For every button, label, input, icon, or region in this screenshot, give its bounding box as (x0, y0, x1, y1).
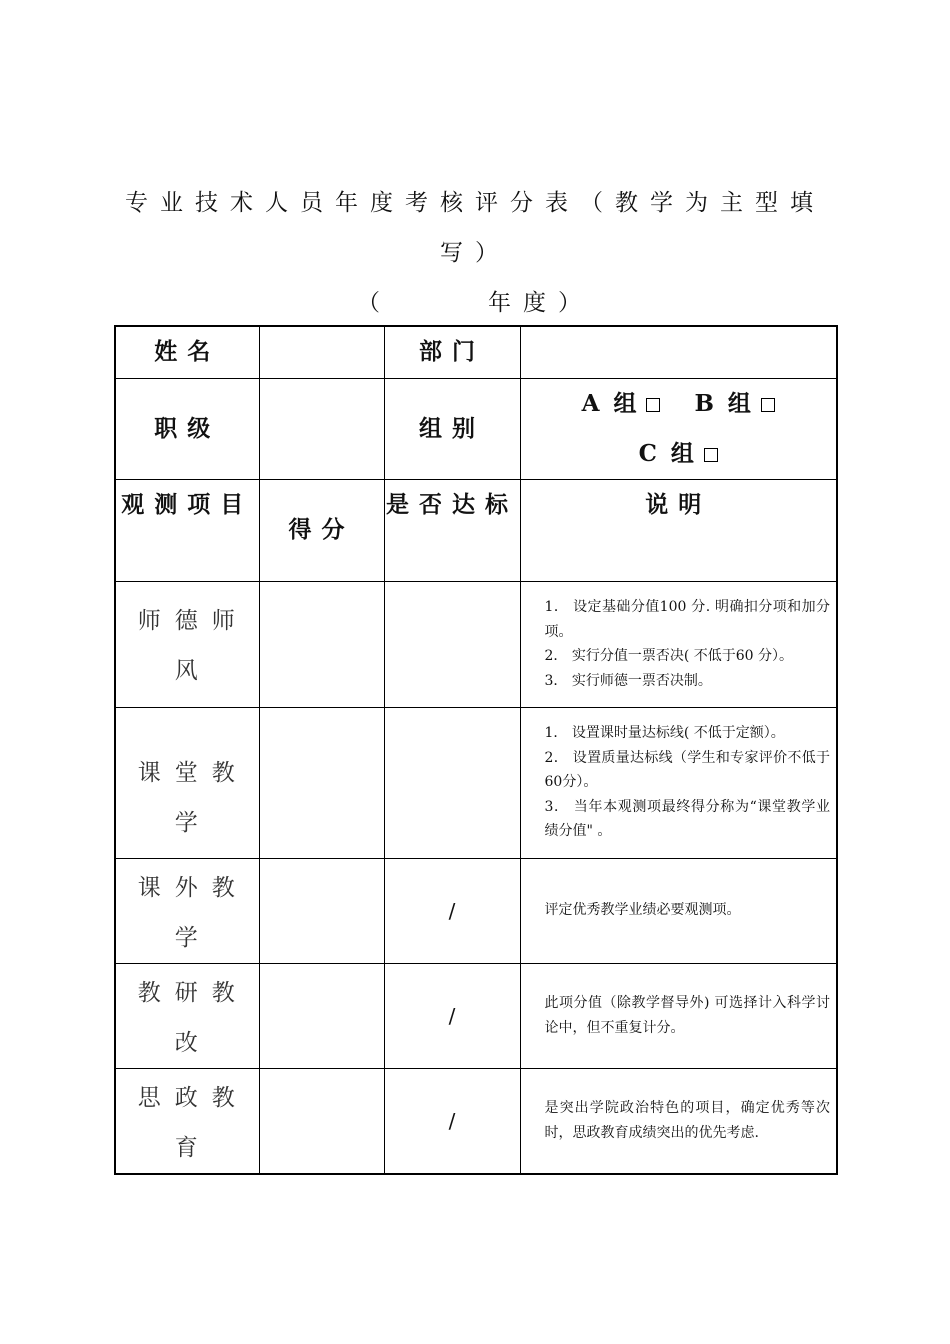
checkbox-icon[interactable] (704, 448, 718, 462)
group-c-text: 组 (670, 440, 694, 467)
note-line: 1． 设定基础分值100 分. 明确扣分项和加分项。 (544, 599, 830, 640)
table-row (115, 707, 837, 858)
form-year-line (0, 284, 950, 317)
score-field[interactable] (259, 581, 384, 707)
rank-field[interactable] (259, 378, 384, 479)
name-dept-row (115, 326, 837, 378)
group-b-text: 组 (727, 390, 751, 417)
group-b-letter: B (694, 389, 714, 417)
group-options (520, 378, 837, 479)
dept-label: 部门 (384, 326, 520, 378)
pass-field[interactable] (384, 581, 520, 707)
header-score: 得分 (259, 479, 384, 581)
note-line: 此项分值（除教学督导外) 可选择计入科学讨论中，但不重复计分。 (544, 995, 830, 1036)
score-field[interactable] (259, 858, 384, 963)
name-label: 姓名 (115, 326, 259, 378)
rank-group-row (115, 378, 837, 479)
note-line: 是突出学院政治特色的项目，确定优秀等次时，思政教育成绩突出的优先考虑. (544, 1100, 830, 1141)
evaluation-table (114, 325, 838, 1175)
pass-field[interactable]: / (384, 963, 520, 1068)
note-line: 3． 实行师德一票否决制。 (544, 672, 712, 689)
table-row (115, 963, 837, 1068)
dept-field[interactable] (520, 326, 837, 378)
row-note (520, 1068, 837, 1174)
group-option-c[interactable] (639, 429, 718, 479)
pass-field[interactable] (384, 707, 520, 858)
year-label: 年度） (488, 290, 593, 316)
form-title-line-2: 写） (440, 240, 510, 266)
score-field[interactable] (259, 1068, 384, 1174)
row-note (520, 581, 837, 707)
note-line: 1． 设置课时量达标线( 不低于定额）。 (544, 725, 785, 742)
note-line: 2． 设置质量达标线（学生和专家评价不低于60分）。 (544, 749, 830, 791)
pass-field[interactable]: / (384, 1068, 520, 1174)
form-title-line-1: 专业技术人员年度考核评分表（教学为主型填 (125, 190, 825, 216)
checkbox-icon[interactable] (646, 398, 660, 412)
score-field[interactable] (259, 963, 384, 1068)
score-field[interactable] (259, 707, 384, 858)
row-item: 师德师风 (115, 581, 259, 707)
column-header-row (115, 479, 837, 581)
note-line: 评定优秀教学业绩必要观测项。 (544, 902, 741, 919)
row-item: 课堂教学 (115, 707, 259, 858)
group-option-a[interactable] (582, 379, 661, 429)
note-line: 2． 实行分值一票否决( 不低于60 分）。 (544, 648, 794, 664)
checkbox-icon[interactable] (761, 398, 775, 412)
year-open-paren: （ (357, 290, 392, 316)
row-item: 思政教育 (115, 1068, 259, 1174)
group-a-letter: A (581, 389, 600, 417)
group-a-text: 组 (613, 390, 637, 417)
table-row (115, 858, 837, 963)
rank-label: 职级 (115, 378, 259, 479)
group-c-letter: C (638, 439, 657, 467)
note-line: 3． 当年本观测项最终得分称为“课堂教学业绩分值" 。 (544, 798, 830, 840)
group-label: 组别 (384, 378, 520, 479)
header-item: 观测项目 (115, 479, 259, 581)
group-option-b[interactable] (694, 379, 774, 429)
row-item: 教研教改 (115, 963, 259, 1068)
row-note (520, 963, 837, 1068)
row-note (520, 858, 837, 963)
row-note (520, 707, 837, 858)
pass-field[interactable]: / (384, 858, 520, 963)
name-field[interactable] (259, 326, 384, 378)
table-row (115, 1068, 837, 1174)
row-item: 课外教学 (115, 858, 259, 963)
header-pass: 是否达标 (384, 479, 520, 581)
table-row (115, 581, 837, 707)
header-note: 说明 (520, 479, 837, 581)
